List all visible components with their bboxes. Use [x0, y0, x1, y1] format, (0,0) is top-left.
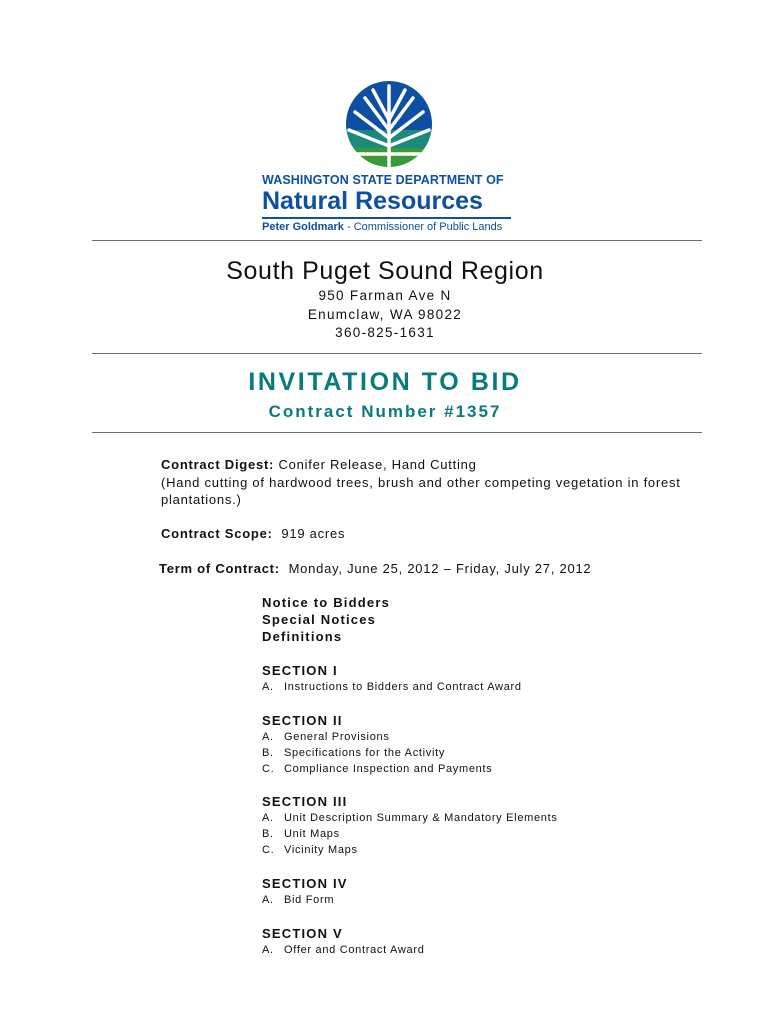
address-street: 950 Farman Ave N	[318, 288, 452, 303]
item-text: Compliance Inspection and Payments	[284, 763, 493, 775]
toc-section-4	[262, 875, 682, 908]
item-letter: B.	[262, 828, 274, 840]
contract-scope-value: 919 acres	[272, 526, 346, 541]
section-title: SECTION IV	[262, 876, 348, 891]
divider-bottom	[92, 432, 702, 433]
contract-digest-detail: (Hand cutting of hardwood trees, brush and other competing vegetation in forest plantations.)	[161, 474, 681, 507]
contract-term-label: Term of Contract:	[159, 561, 280, 576]
section-item	[262, 942, 682, 958]
contract-digest	[161, 456, 701, 509]
contract-term	[159, 560, 699, 578]
divider-middle	[92, 353, 702, 354]
logo-commissioner-name: Peter Goldmark	[262, 221, 344, 233]
logo-dept-line: WASHINGTON STATE DEPARTMENT OF	[262, 173, 504, 187]
toc-section-1	[262, 662, 682, 695]
section-item	[262, 761, 682, 777]
section-item	[262, 729, 682, 745]
toc-notice-to-bidders: Notice to Bidders	[262, 595, 391, 610]
logo-commissioner-line	[262, 221, 522, 233]
section-title: SECTION II	[262, 713, 343, 728]
logo-divider	[262, 217, 511, 219]
item-text: Unit Maps	[284, 828, 340, 840]
item-text: Bid Form	[284, 894, 335, 906]
item-letter: A.	[262, 894, 274, 906]
dnr-tree-logo-icon	[343, 80, 435, 168]
contract-number: Contract Number #1357	[268, 402, 502, 421]
contract-digest-label: Contract Digest:	[161, 457, 275, 472]
item-letter: C.	[262, 763, 275, 775]
address-city: Enumclaw, WA 98022	[307, 307, 463, 322]
logo-commissioner-title: - Commissioner of Public Lands	[343, 221, 503, 233]
section-item	[262, 810, 682, 826]
item-text: Instructions to Bidders and Contract Award	[284, 681, 522, 693]
divider-top	[92, 240, 702, 241]
region-name: South Puget Sound Region	[226, 257, 544, 285]
section-item	[262, 679, 682, 695]
section-title: SECTION V	[262, 926, 343, 941]
toc-section-3	[262, 793, 682, 858]
item-letter: A.	[262, 944, 274, 956]
section-item	[262, 745, 682, 761]
section-title: SECTION III	[262, 794, 348, 809]
address-phone: 360-825-1631	[335, 325, 435, 340]
contract-scope	[161, 525, 701, 543]
item-letter: A.	[262, 812, 274, 824]
item-text: Vicinity Maps	[284, 844, 358, 856]
section-item	[262, 826, 682, 842]
toc-special-notices: Special Notices	[262, 612, 377, 627]
contract-scope-label: Contract Scope:	[161, 526, 273, 541]
item-text: Offer and Contract Award	[284, 944, 425, 956]
item-letter: A.	[262, 681, 274, 693]
toc-definitions: Definitions	[262, 629, 343, 644]
toc-section-5	[262, 925, 682, 958]
item-text: Unit Description Summary & Mandatory Elements	[284, 812, 558, 824]
item-text: Specifications for the Activity	[284, 747, 446, 759]
item-letter: B.	[262, 747, 274, 759]
contract-term-value: Monday, June 25, 2012 – Friday, July 27, 2012	[279, 561, 592, 576]
dnr-wordmark	[262, 173, 522, 233]
toc-section-2	[262, 712, 682, 777]
contract-digest-value: Conifer Release, Hand Cutting	[274, 457, 477, 472]
section-item	[262, 892, 682, 908]
toc-headings	[262, 594, 682, 645]
item-letter: A.	[262, 731, 274, 743]
logo-natural-resources: Natural Resources	[262, 187, 483, 215]
item-letter: C.	[262, 844, 275, 856]
section-title: SECTION I	[262, 663, 338, 678]
page-title: INVITATION TO BID	[248, 368, 522, 396]
item-text: General Provisions	[284, 731, 390, 743]
section-item	[262, 842, 682, 858]
